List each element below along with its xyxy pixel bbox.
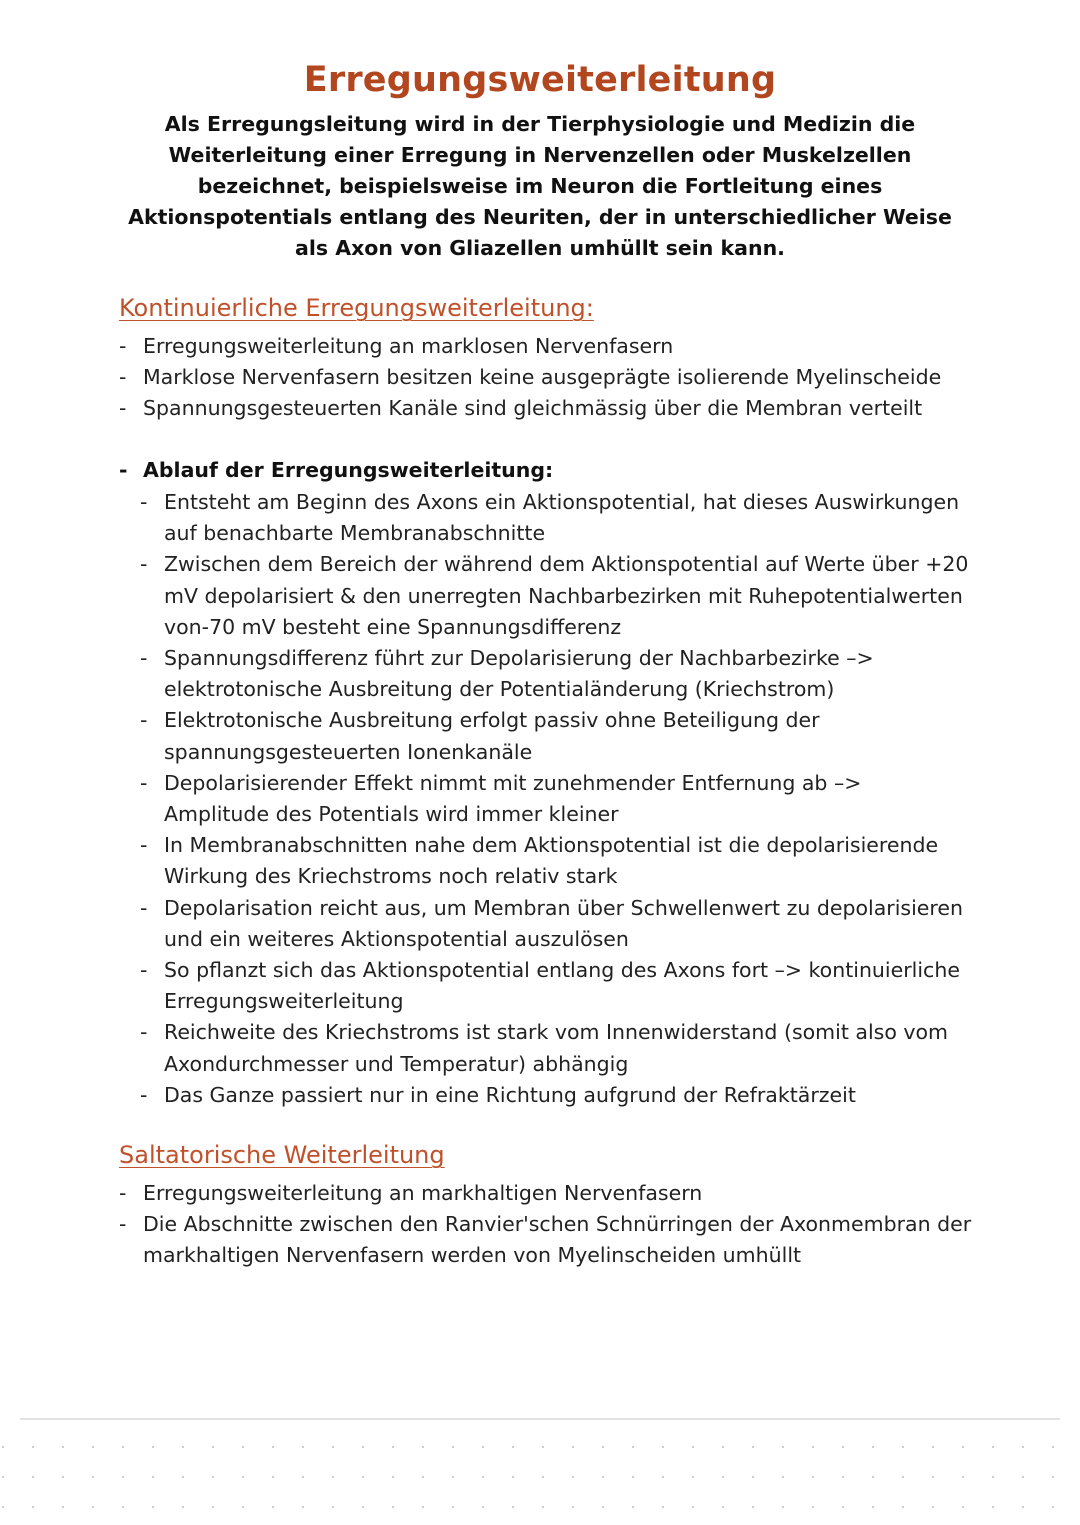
- section-heading-saltatorisch: Saltatorische Weiterleitung: [119, 1141, 445, 1169]
- list-item: - Entsteht am Beginn des Axons ein Aktionspotential, hat dieses Auswirkungen auf benachbarte Membranabschnitte: [140, 487, 970, 549]
- list-item: - Reichweite des Kriechstroms ist stark vom Innenwiderstand (somit also vom Axondurchmesser und Temperatur) abhängig: [140, 1017, 970, 1079]
- list-item: - Zwischen dem Bereich der während dem Aktionspotential auf Werte über +20 mV depolarisiert & den unerregten Nachbarbezirken mit Ruhepotentialwerten von-70 mV besteht eine Spannungsdifferenz: [140, 549, 970, 643]
- list-item: - Spannungsgesteuerten Kanäle sind gleichmässig über die Membran verteilt: [119, 393, 979, 424]
- list-item: - Das Ganze passiert nur in eine Richtung aufgrund der Refraktärzeit: [140, 1080, 970, 1111]
- list-item: - Erregungsweiterleitung an markhaltigen Nervenfasern: [119, 1178, 979, 1209]
- process-heading: - Ablauf der Erregungsweiterleitung:: [119, 455, 979, 486]
- section-heading-kontinuierlich: Kontinuierliche Erregungsweiterleitung:: [119, 294, 594, 322]
- dot-grid-background: [0, 1432, 1080, 1525]
- page-divider: [20, 1418, 1060, 1420]
- list-item: - So pflanzt sich das Aktionspotential entlang des Axons fort –> kontinuierliche Erregungsweiterleitung: [140, 955, 970, 1017]
- section2-list: [119, 1178, 979, 1272]
- list-item: - In Membranabschnitten nahe dem Aktionspotential ist die depolarisierende Wirkung des Kriechstroms noch relativ stark: [140, 830, 970, 892]
- list-item: - Elektrotonische Ausbreitung erfolgt passiv ohne Beteiligung der spannungsgesteuerten Ionenkanäle: [140, 705, 970, 767]
- process-list: [140, 487, 970, 1111]
- list-item: - Depolarisation reicht aus, um Membran über Schwellenwert zu depolarisieren und ein weiteres Aktionspotential auszulösen: [140, 893, 970, 955]
- list-item: - Depolarisierender Effekt nimmt mit zunehmender Entfernung ab –> Amplitude des Potentials wird immer kleiner: [140, 768, 970, 830]
- intro-paragraph: Als Erregungsleitung wird in der Tierphysiologie und Medizin die Weiterleitung einer Erregung in Nervenzellen oder Muskelzellen bezeichnet, beispielsweise im Neuron die Fortleitung eines Aktionspotentials entlang des Neuriten, der in unterschiedlicher Weise als Axon von Gliazellen umhüllt sein kann.: [128, 112, 952, 260]
- list-item: - Die Abschnitte zwischen den Ranvier'schen Schnürringen der Axonmembran der markhaltigen Nervenfasern werden von Myelinscheiden umhüllt: [119, 1209, 979, 1271]
- list-item: - Marklose Nervenfasern besitzen keine ausgeprägte isolierende Myelinscheide: [119, 362, 979, 393]
- section1-list: [119, 331, 979, 425]
- document-title: Erregungsweiterleitung: [303, 60, 777, 100]
- list-item: - Spannungsdifferenz führt zur Depolarisierung der Nachbarbezirke –> elektrotonische Ausbreitung der Potentialänderung (Kriechstrom): [140, 643, 970, 705]
- list-item: - Erregungsweiterleitung an marklosen Nervenfasern: [119, 331, 979, 362]
- process-heading-list: [119, 455, 979, 486]
